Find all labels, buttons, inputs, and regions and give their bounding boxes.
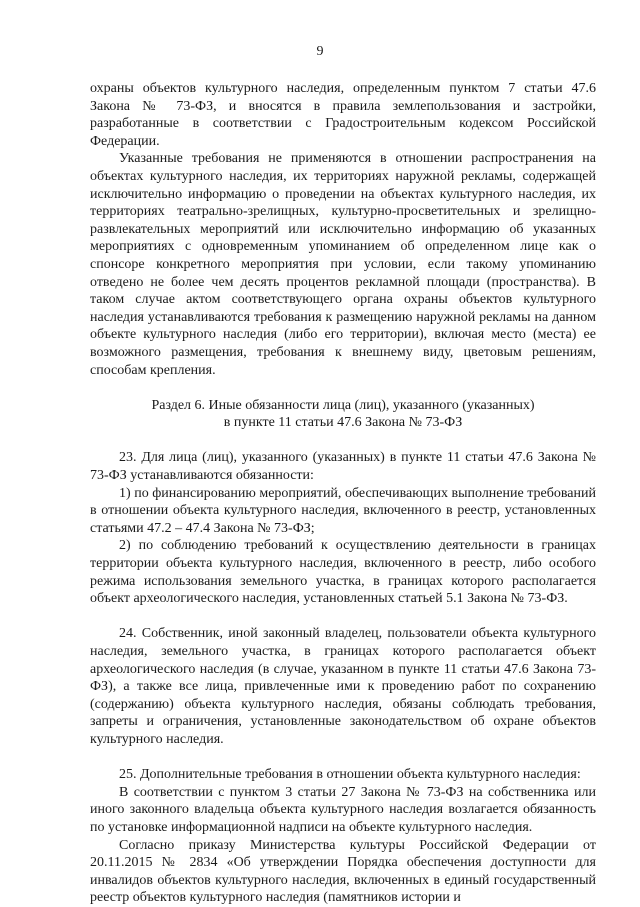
item-25-heading: 25. Дополнительные требования в отношении объекта культурного наследия:: [119, 767, 581, 783]
paragraph-advertising-exception: Указанные требования не применяются в отношении распространения на объектах культурного наследия, их территориях наружной рекламы, содержащей исключительно информацию о проведении на объектах культурного наследия, их территориях театрально-зрелищных, культурно-просветительных и зрелищно-развлекательных мероприятий или исключительно информацию об указанных мероприятиях с одновременным упоминанием об определенном лице как о спонсоре конкретного мероприятия при условии, если такому упоминанию отведено не более чем десять процентов рекламной площади (пространства). В таком случае актом соответствующего органа охраны объектов культурного наследия устанавливаются требования к размещению наружной рекламы на данном объекте культурного наследия (либо его территории), включая место (места) ее возможного размещения, требования к внешнему виду, цветовым решениям, способам крепления.: [90, 151, 596, 378]
item-23-subitem-1: 1) по финансированию мероприятий, обеспечивающих выполнение требований в отношении объекта культурного наследия, включенного в реестр, установленных статьями 47.2 – 47.4 Закона № 73-ФЗ;: [90, 485, 596, 536]
document-body: [90, 80, 596, 907]
item-24: 24. Собственник, иной законный владелец, пользователи объекта культурного наследия, земельного участка, в границах которого располагается объект археологического наследия (в случае, указанном в пункте 11 статьи 47.6 Закона 73-ФЗ), а также все лица, привлеченные ими к проведению работ по сохранению (содержанию) объекта культурного наследия, обязаны соблюдать требования, запреты и ограничения, установленные законодательством об охране объектов культурного наследия.: [90, 626, 596, 747]
paragraph-continuation: охраны объектов культурного наследия, определенным пунктом 7 статьи 47.6 Закона № 73-ФЗ, и вносятся в правила землепользования и застройки, разработанные в соответствии с Градостроительным кодексом Российской Федерации.: [90, 81, 596, 149]
section-title-line-1: Раздел 6. Иные обязанности лица (лиц), указанного (указанных): [151, 397, 535, 413]
item-23-subitem-2: 2) по соблюдению требований к осуществлению деятельности в границах территории объекта культурного наследия, включенного в реестр, либо особого режима использования земельного участка, в границах которого располагается объект археологического наследия, установленных статьей 5.1 Закона № 73-ФЗ.: [90, 538, 596, 607]
page-number: 9: [316, 44, 324, 59]
item-25-paragraph-1: В соответствии с пунктом 3 статьи 27 Закона № 73-ФЗ на собственника или иного законного владельца объекта культурного наследия возлагается обязанность по установке информационной надписи на объекте культурного наследия.: [90, 784, 596, 835]
item-23-intro: 23. Для лица (лиц), указанного (указанных) в пункте 11 статьи 47.6 Закона № 73-ФЗ устанавливаются обязанности:: [90, 450, 596, 484]
item-25-paragraph-2: Согласно приказу Министерства культуры Российской Федерации от 20.11.2015 № 2834 «Об утверждении Порядка обеспечения доступности для инвалидов объектов культурного наследия, включенных в единый государственный реестр объектов культурного наследия (памятников истории и: [90, 837, 596, 906]
section-title-line-2: в пункте 11 статьи 47.6 Закона № 73-ФЗ: [223, 415, 463, 431]
